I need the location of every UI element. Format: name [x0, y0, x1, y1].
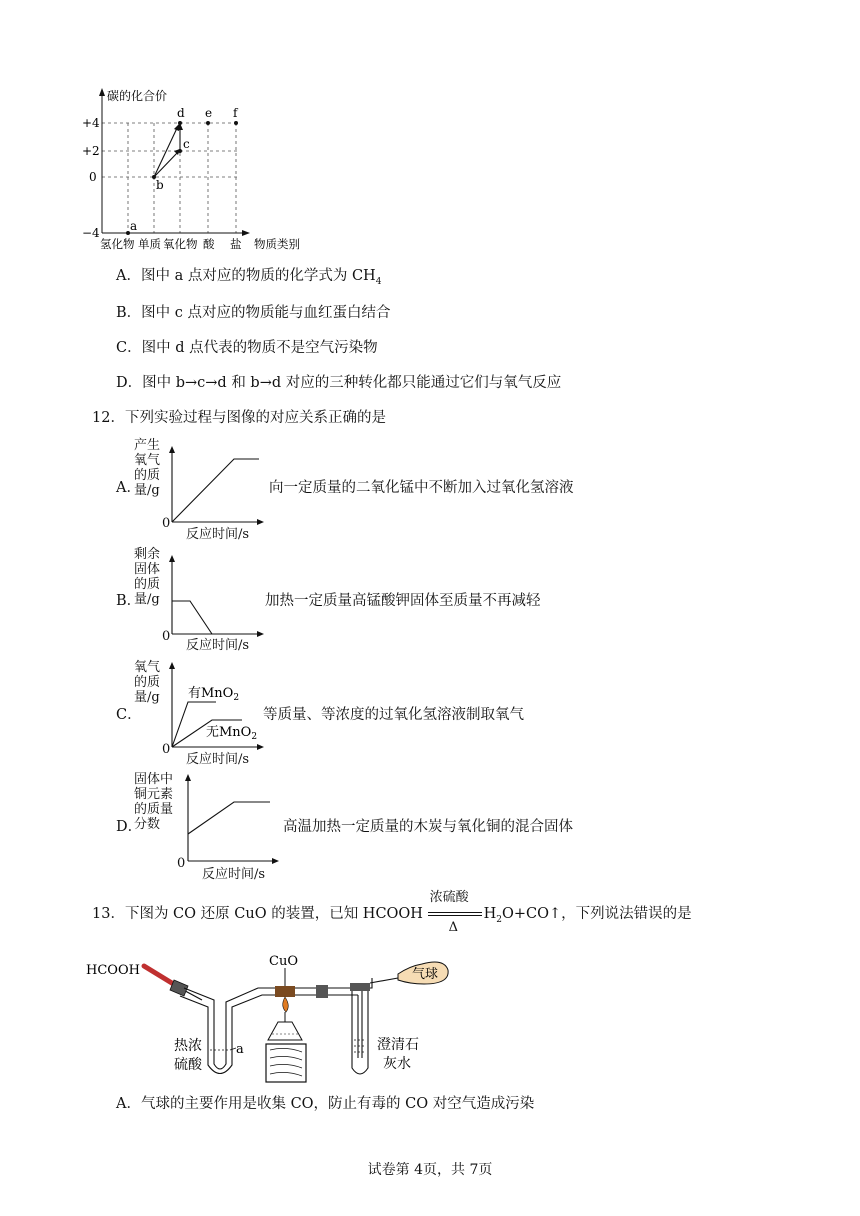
q12-option-a-desc: 向一定质量的二氧化锰中不断加入过氧化氢溶液 [269, 480, 574, 496]
q11-label-d: d [177, 106, 185, 120]
q11-x-cat-oxide: 氧化物 [163, 237, 198, 251]
q11-label-a: a [130, 219, 138, 233]
q11-label-f: f [233, 106, 238, 120]
q12b-ylabel-3: 的质 [134, 577, 161, 592]
q13-apparatus [80, 950, 460, 1085]
q12-option-c-letter: C． [116, 707, 142, 723]
q11-label-b: b [156, 178, 164, 192]
q11-option-c: C．图中 d 点代表的物质不是空气污染物 [116, 340, 378, 356]
q13-acid-label-1: 热浓 [174, 1038, 202, 1054]
q12b-xlabel: 反应时间/s [186, 638, 250, 653]
q12c-ylabel-1: 氧气 [134, 660, 161, 675]
q13-arrow-bottom: Δ [448, 920, 458, 935]
q13-hcooh-label: HCOOH [86, 963, 140, 978]
q13-cuo-label: CuO [269, 954, 298, 969]
q11-ytick-2: +2 [82, 144, 100, 158]
q12a-ylabel-1: 产生 [134, 438, 161, 453]
q13-lime-label-1: 澄清石 [377, 1037, 419, 1053]
q12-option-d-desc: 高温加热一定质量的木炭与氧化铜的混合固体 [283, 819, 573, 835]
q12b-ylabel-1: 剩余 [134, 547, 161, 562]
q11-valence-chart [80, 82, 320, 254]
q11-point-e [206, 121, 210, 125]
q11-x-cat-element: 单质 [138, 237, 161, 251]
q12d-zero: 0 [177, 856, 186, 871]
q12d-ylabel-4: 分数 [134, 817, 161, 832]
q12-option-d-letter: D． [116, 819, 143, 835]
q11-label-e: e [205, 106, 213, 120]
q11-point-f [234, 121, 238, 125]
q13-balloon-label: 气球 [412, 967, 439, 982]
q11-ytick-4: +4 [82, 116, 100, 130]
q12b-ylabel-4: 量/g [134, 592, 160, 607]
q11-option-d: D．图中 b→c→d 和 b→d 对应的三种转化都只能通过它们与氧气反应 [116, 375, 562, 391]
q12c-xlabel: 反应时间/s [186, 752, 250, 767]
q12b-ylabel-2: 固体 [134, 562, 161, 577]
q12-graph-a [130, 436, 270, 544]
q13-stem-prefix: 13．下图为 CO 还原 CuO 的装置，已知 HCOOH [92, 906, 423, 922]
q13-marker-a: a [236, 1042, 244, 1057]
q12-graph-d [130, 770, 280, 884]
q12-option-a-letter: A． [116, 480, 141, 496]
q12c-ylabel-3: 量/g [134, 690, 160, 705]
q12-option-b-letter: B． [116, 593, 142, 609]
q13-arrow-top: 浓硫酸 [429, 890, 469, 905]
q13-stem: 13．下图为 CO 还原 CuO 的装置，已知 HCOOH 浓硫酸 Δ $H_2O+CO↑$，下列说法错误的是 [92, 890, 692, 935]
q12a-ylabel-4: 量/g [134, 483, 160, 498]
q11-point-c [178, 149, 182, 153]
q12-option-c-desc: 等质量、等浓度的过氧化氢溶液制取氧气 [263, 707, 524, 723]
q12b-zero: 0 [162, 629, 171, 644]
q13-acid-label-2: 硫酸 [174, 1057, 202, 1073]
q11-option-a: A．图中 a 点对应的物质的化学式为 $CH_4$ [116, 268, 382, 287]
q13-lime-label-2: 灰水 [383, 1056, 411, 1072]
q12d-ylabel-3: 的质量 [134, 802, 174, 817]
q12c-ylabel-2: 的质 [134, 675, 161, 690]
q12c-zero: 0 [162, 742, 171, 757]
q12d-ylabel-2: 铜元素 [134, 787, 174, 802]
page-footer: 试卷第 4页，共 7页 [367, 1162, 493, 1178]
q11-x-title: 物质类别 [254, 237, 300, 251]
q11-ytick-neg4: −4 [82, 226, 100, 240]
q11-ytick-0: 0 [89, 170, 97, 184]
q12-graph-b [130, 545, 270, 653]
q11-x-cat-acid: 酸 [203, 237, 215, 251]
q12-option-b-desc: 加热一定质量高锰酸钾固体至质量不再减轻 [265, 593, 541, 609]
q11-option-b: B．图中 c 点对应的物质能与血红蛋白结合 [116, 305, 391, 321]
q12a-ylabel-3: 的质 [134, 468, 161, 483]
q12c-curve-without: 无MnO$_2$ [206, 725, 258, 742]
q12a-xlabel: 反应时间/s [186, 527, 250, 542]
q12c-curve-with: 有MnO$_2$ [188, 686, 240, 703]
q11-point-d [178, 121, 182, 125]
q11-label-c: c [183, 137, 190, 151]
q12d-xlabel: 反应时间/s [202, 867, 266, 882]
q13-equation-arrow [428, 890, 484, 935]
q12-stem: 12．下列实验过程与图像的对应关系正确的是 [92, 410, 386, 426]
q11-x-cat-hydride: 氢化物 [100, 237, 135, 251]
q11-y-title: 碳的化合价 [107, 89, 168, 103]
q13-option-a: A．气球的主要作用是收集 CO，防止有毒的 CO 对空气造成污染 [116, 1096, 535, 1112]
q12a-zero: 0 [162, 516, 171, 531]
q12a-ylabel-2: 氧气 [134, 453, 161, 468]
q11-x-cat-salt: 盐 [230, 237, 242, 251]
q12-graph-c [130, 658, 270, 768]
q12d-ylabel-1: 固体中 [134, 772, 174, 787]
